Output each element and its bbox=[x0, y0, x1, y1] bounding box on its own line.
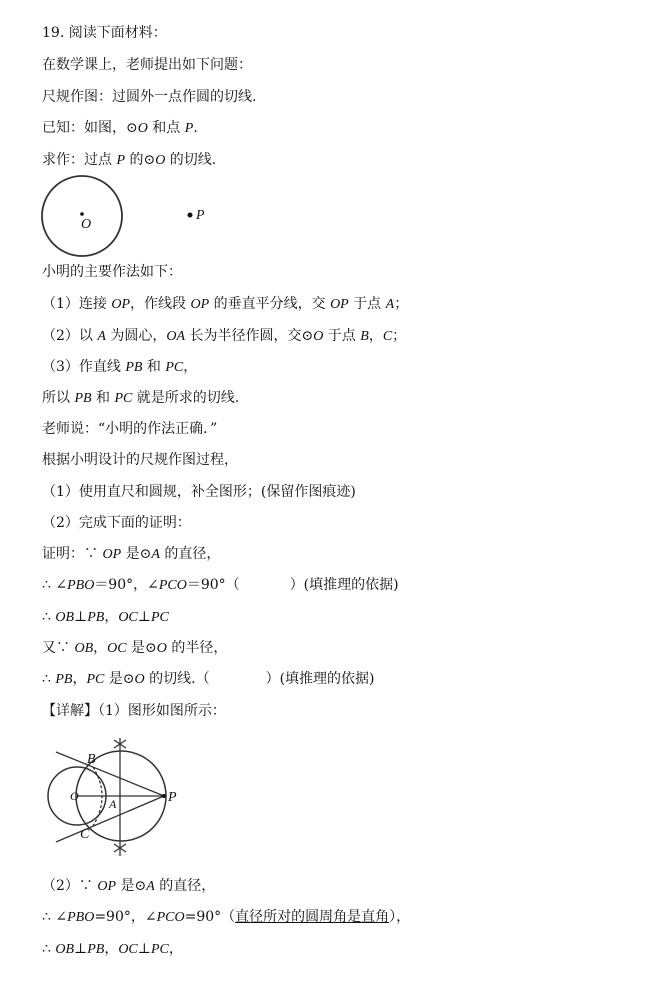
label-c: C bbox=[80, 827, 90, 842]
teacher-comment: 老师说：“小明的作法正确．” bbox=[42, 421, 218, 437]
method-heading: 小明的主要作法如下： bbox=[42, 264, 182, 280]
method-step-2: （2）以 A 为圆心，OA 长为半径作圆，交⊙O 于点 B，C； bbox=[42, 328, 407, 344]
question-1: （1）使用直尺和圆规，补全图形；(保留作图痕迹) bbox=[42, 484, 356, 500]
problem-title: 19. 阅读下面材料： bbox=[42, 25, 167, 41]
figure-tangent-construction bbox=[46, 734, 196, 864]
proof-line-2: ∴ ∠PBO＝90°，∠PCO＝90°（ ）(填推理的依据) bbox=[42, 577, 399, 593]
problem-task: 尺规作图：过圆外一点作圆的切线. bbox=[42, 89, 257, 105]
solution-heading: 【详解】（1）图形如图所示： bbox=[42, 703, 226, 719]
problem-find: 求作：过点 P 的⊙O 的切线. bbox=[42, 152, 217, 168]
proof-line-5: ∴ PB，PC 是⊙O 的切线.（ ）(填推理的依据) bbox=[42, 671, 375, 687]
point-p bbox=[188, 213, 193, 218]
solution-line-2: ∴ ∠PBO=90°，∠PCO=90°（直径所对的圆周角是直角）， bbox=[42, 909, 411, 925]
problem-known: 已知：如图，⊙O 和点 P. bbox=[42, 120, 198, 136]
question-2: （2）完成下面的证明： bbox=[42, 515, 191, 531]
proof-line-3: ∴ OB⊥PB，OC⊥PC bbox=[42, 609, 169, 625]
method-conclusion: 所以 PB 和 PC 就是所求的切线. bbox=[42, 390, 240, 406]
label-p-fig2: P bbox=[168, 790, 177, 805]
label-o: O bbox=[81, 217, 92, 232]
figure-circle-o-and-point-p bbox=[40, 176, 220, 266]
label-p: P bbox=[196, 208, 205, 223]
problem-intro: 在数学课上，老师提出如下问题： bbox=[42, 57, 252, 73]
label-o-fig2: O bbox=[70, 789, 79, 803]
circle-o bbox=[42, 176, 122, 256]
solution-line-3: ∴ OB⊥PB，OC⊥PC， bbox=[42, 941, 183, 957]
solution-line-1: （2）∵ OP 是⊙A 的直径， bbox=[42, 878, 216, 894]
proof-line-4: 又∵ OB，OC 是⊙O 的半径， bbox=[42, 640, 228, 656]
method-step-1: （1）连接 OP，作线段 OP 的垂直平分线，交 OP 于点 A； bbox=[42, 296, 409, 312]
reason-answer: 直径所对的圆周角是直角 bbox=[235, 909, 390, 925]
point-p-dot bbox=[162, 794, 166, 798]
center-point-o bbox=[80, 212, 84, 216]
proof-line-1: 证明：∵ OP 是⊙A 的直径， bbox=[42, 546, 221, 562]
label-a: A bbox=[109, 797, 117, 811]
method-step-3: （3）作直线 PB 和 PC， bbox=[42, 359, 198, 375]
question-lead: 根据小明设计的尺规作图过程， bbox=[42, 452, 238, 468]
label-b: B bbox=[87, 752, 96, 767]
